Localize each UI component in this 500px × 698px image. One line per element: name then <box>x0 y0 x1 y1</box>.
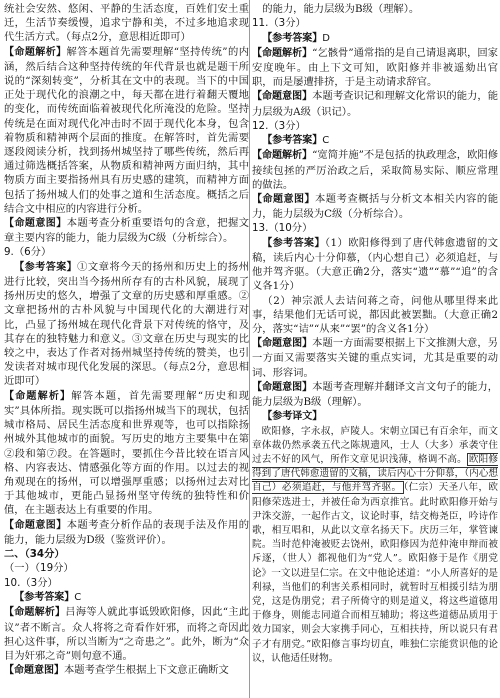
intent-tag: 【命题意图】 <box>4 519 67 531</box>
intent-paragraph: 【命题意图】本题考查分析重要语句的含意，把握文章主要内容的能力，能力层级为C级（分析综合）。 <box>4 217 249 245</box>
analysis-paragraph: 【命题解析】解答本题首先需要理解“坚持传统”的内涵，然后结合这种坚持传统的年代背景也就是题干所说的“深刻转变”，分析其在文中的表现。当下的中国正处于现代化的浪潮之中，每天都在进行着翻天覆地的变化，而传统面临着被现代化所淹没的危险。坚持传统是在面对现代化冲击时不固于现代化本身，包含着物质和精神两个层面的推度。在解答时，首先需要逐段阅读分析，找到扬州城坚持了哪些传统，然后再通过筛选概括答案，从物质和精神两方面归纳，其中物质方面主要指扬州具有历史感的建筑，而精神方面包括了扬州城人们的处事之道和生活态度。概括之后结合文中相应的内容进行分析。 <box>4 45 249 215</box>
q10-intent-continued: 的能力，能力层级为B级（理解）。 <box>262 3 420 15</box>
answer-tag: 【参考答案】 <box>14 261 78 273</box>
q9-intent: 【命题意图】本题考查分析作品的表现手法及作用的能力，能力层级为D级（鉴赏评价）。 <box>4 518 249 546</box>
intent-tag: 【命题意图】 <box>4 665 64 677</box>
answer-tag: 【参考答案】 <box>14 592 75 604</box>
translation-tag: 【参考译文】 <box>262 411 323 423</box>
q12-analysis: 【命题解析】“宽简并施”不是包括的执政理念，欧阳修接续包拯的严厉治政之后，采取简易实际、顺应常理的做法。 <box>252 149 498 191</box>
continuation-paragraph: 统社会安然、悠闲、平静的生活态度，百姓们安土重迁，生活节奏缓慢，追求宁静和美，不过多地追求现代生活方式。（每点2分，意思相近即可） <box>4 3 249 44</box>
section-2-heading: 二、（34分） <box>4 547 65 560</box>
section-2-part-1-heading: （一）（19分） <box>4 562 74 575</box>
q13-intent: 【命题意图】本题一方面需要根据上下文推测大意，另一方面又需要落实关键的重点实词，尤其是重要的动词、形容词。 <box>252 337 498 379</box>
q11-intent: 【命题意图】本题考查识记和理解文化常识的能力，能力层级为A级（识记）。 <box>252 90 498 118</box>
analysis-tag: 【命题解析】 <box>4 607 66 619</box>
question-10-heading: 10.（3分） <box>4 576 58 589</box>
answer-tag: 【参考答案】 <box>262 135 323 147</box>
q9-analysis: 【命题解析】解答本题，首先需要理解“历史和现实”具体所指。现实既可以指扬州城当下的现状，包括城市格局、居民生活态度和世界观等，也可以指除扬州城外其他城市的面貌。写历史的地方主要集中在第②段和第⑦段。在答题时，要抓住今昔比较在语言风格、内容表达、情感强化等方面的作用。以过去的视角观现在的扬州，可以增强厚重感；以扬州过去对比于其他城市，更能凸显扬州坚守传统的独特性和价值，在主题表达上有重要的作用。 <box>4 389 249 517</box>
translation-paragraph: 欧阳修，字永叔，庐陵人。宋朝立国已有百余年，而文章体裁仍然承袭五代之陈规遗风，士人（大多）承袭守住过去不好的风气，所作文章见识浅薄，格调不高。 欧阳修得到了唐代韩愈遗留的文稿，读后内心十分仰慕，（内心想自己）必须追赶，与他并驾齐驱。 （仁宗）天圣八年，欧阳修荣选进士，并被任命为西京推官。此时欧阳修开始与尹洙交游，一起作古文，议论时事，结交梅尧臣，吟诗作歌，相互唱和，从此以文章名扬天下。庆历三年，掌管谏院。当时范仲淹被贬去饶州，欧阳修因为范仲淹申辩而被斥逐，（世人）都视他们为“党人”。欧阳修于是作《朋党论》一文以进呈仁宗。在文中他论述道：“小人所喜好的是利禄，当他们的利害关系相同时，就暂时互相援引结为朋党，这是伪朋党；君子所倚守的则是道义，将这些道德用于修身，则能志同道合而相互辅助；将这些道德品质用于效力国家，则会大家携手同心，互相扶持，所以说只有君子才有朋党。”欧阳修言事均切直，唯独仁宗能赏识他的论议，认他适任财物。 <box>252 425 498 664</box>
q11-answer: 【参考答案】D <box>262 32 330 44</box>
left-column <box>4 2 249 678</box>
q10-intent: 【命题意图】本题考查学生根据上下文意正确断文 <box>4 664 229 677</box>
intent-tag: 【命题意图】 <box>252 194 315 206</box>
right-column <box>252 2 498 666</box>
q9-answer: 【参考答案】①文章将今天的扬州和历史上的扬州进行比较，突出当今扬州所存有的古朴风貌，展现了扬州历史的悠久，增强了文章的历史感和厚重感。②文章把扬州的古朴风貌与中国现代化的大潮进行对比，凸显了扬州城在现代化背景下对传统的恪守，及其存在的独特魅力和意义。③文章在历史与现实的比较之中，表达了作者对扬州城坚持传统的赞美，也引发读者对城市现代化发展的深思。（每点2分，意思相近即可） <box>4 260 249 388</box>
answer-tag: 【参考答案】 <box>262 32 323 44</box>
column-divider <box>249 0 250 698</box>
translation-heading <box>252 409 498 424</box>
question-12-heading: 12.（3分） <box>252 119 306 132</box>
q10-analysis: 【命题解析】吕海等人就此事诋毁欧阳修，因此“主此议”者不断言。众人将将之奇看作奸邪，而将之奇因此担心这件事，所以当断为“之奇患之”。此外，断为“众目为奸邪之奇”则句意不通。 <box>4 606 249 662</box>
q13-answer: 【参考答案】（1）欧阳修得到了唐代韩愈遗留的文稿，读后内心十分仰慕，（内心想自己）必须追赶，与他并驾齐驱。（大意正确2分，落实“遗”“慕”“追”的含义各1分） <box>252 236 498 293</box>
intent-tag: 【命题意图】 <box>252 91 313 103</box>
intent-tag: 【命题意图】 <box>4 218 67 230</box>
intent-tag: 【命题意图】 <box>252 338 313 350</box>
answer-tag: 【参考答案】 <box>262 237 325 249</box>
q12-intent: 【命题意图】本题考查概括与分析文本相关内容的能力，能力层级为C级（分析综合）。 <box>252 193 498 221</box>
question-13-heading: 13.（10分） <box>252 222 313 235</box>
q13-answer-2: （2）神宗派人去诘问蒋之奇，问他从哪里得来此事，结果他们无话可说，都因此被罢黜。（大意正确2分，落实“诘”“从来”“罢”的含义各1分） <box>252 294 498 336</box>
q12-answer: 【参考答案】C <box>262 135 330 147</box>
q13-intent-2: 【命题意图】本题考查理解并翻译文言文句子的能力，能力层级为B级（理解）。 <box>252 380 498 409</box>
analysis-tag: 【命题解析】 <box>4 390 72 402</box>
q11-analysis: 【命题解析】“乞骸骨”通常指的是自己请退离职，回家安度晚年。由上下文可知，欧阳修并非被遥劾出官职，而是屡遭排挤，于是主动请求辞官。 <box>252 46 498 89</box>
question-9-heading: 9.（6分） <box>4 246 52 259</box>
intent-tag: 【命题意图】 <box>252 381 313 393</box>
analysis-tag: 【命题解析】 <box>252 47 313 59</box>
translation-highlight: 欧阳修得到了唐代韩愈遗留的文稿，读后内心十分仰慕，（内心想自己）必须追赶，与他并驾齐驱。 <box>252 453 498 494</box>
question-11-heading: 11.（3分） <box>252 17 306 30</box>
q10-answer: 【参考答案】C <box>14 592 82 604</box>
analysis-tag: 【命题解析】 <box>4 46 67 58</box>
analysis-tag: 【命题解析】 <box>252 150 313 162</box>
